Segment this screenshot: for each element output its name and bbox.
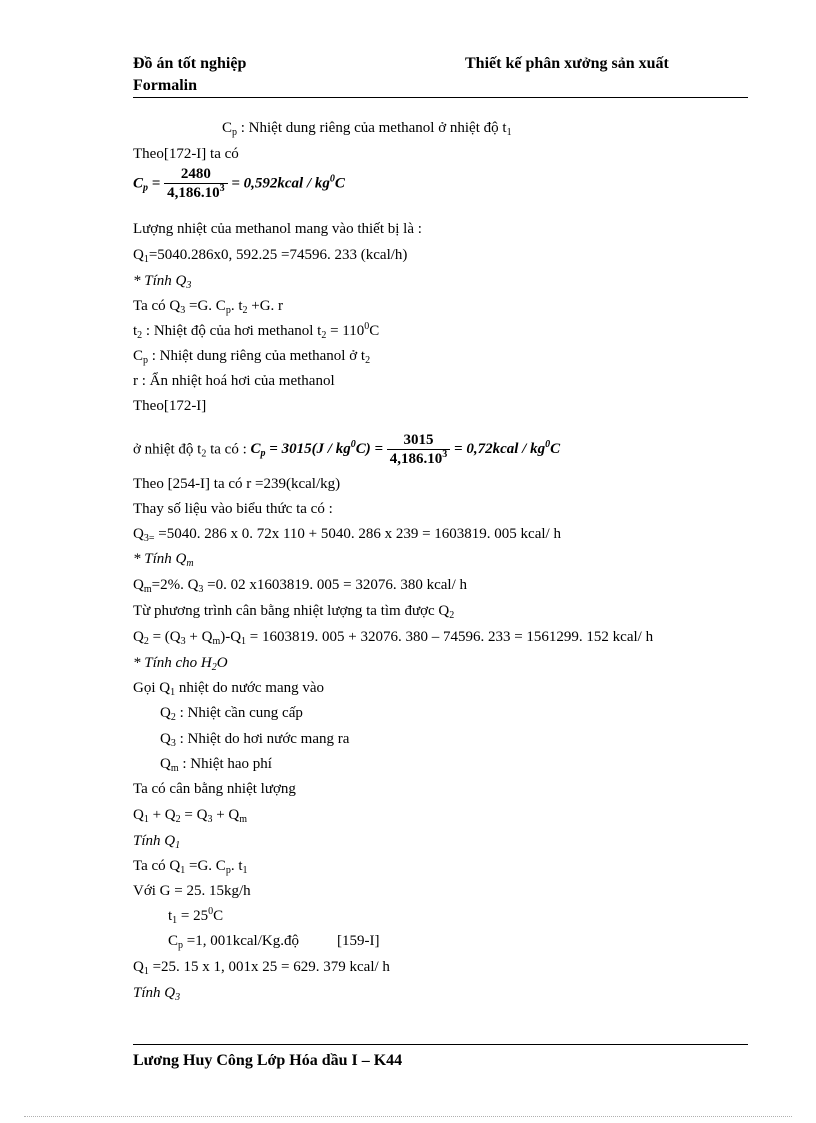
text-line-q3-value: $Q_{3=} =5040$. 286 x 0. 72x 110 + 5040. 286 x 239 = 1603819. 005 kcal/ h [133, 526, 561, 544]
text-line-t1-value: $t_1 = 25^0C$ [168, 906, 224, 926]
section-heading-q1: Tính $Q_1$ [133, 833, 181, 851]
section-heading-q3: * Tính $Q_3$ [133, 273, 192, 291]
text-line-q2-def: $Q_2$ : Nhiệt cần cung cấp [160, 705, 303, 723]
text-line-g-value: Với G = 25. 15kg/h [133, 883, 251, 899]
text-line-balance-equation: $Q_1 + Q_2 = Q_3 + Q_m$ [133, 807, 248, 825]
text-line-heat-in: Lượng nhiệt của methanol mang vào thiết bị là : [133, 221, 422, 237]
header-subtitle: Formalin [133, 77, 197, 94]
text-line-q3-formula: Ta có $Q_3 =G$. $C_p$. $t_2 +G$. r [133, 298, 284, 316]
footer-author: Lương Huy Công Lớp Hóa dầu I – K44 [133, 1052, 403, 1069]
text-line-qm-def: $Q_m$ : Nhiệt hao phí [160, 756, 272, 774]
fraction-cp: $\frac{2480}{4,186.10^3}$ [164, 166, 228, 202]
header-right-title: Thiết kế phân xưởng sản xuất [465, 55, 669, 72]
header-title: Đồ án tốt nghiệp [133, 55, 247, 72]
header-rule [133, 97, 748, 98]
text-line-balance-find-q2: Từ phương trình cân bằng nhiệt lượng ta tìm được $Q_2$ [133, 603, 455, 621]
text-line-cp-t2-def: $C_p$ : Nhiệt dung riêng của methanol ở $t_2$ [133, 348, 371, 366]
section-heading-h2o: * Tính cho $H_2O$ [133, 655, 228, 673]
text-line-r-def: r : Ẩn nhiệt hoá hơi của methanol [133, 373, 335, 389]
fraction-cp-t2: $\frac{3015}{4,186.10^3}$ [387, 432, 451, 468]
text-line-q3-def: $Q_3$ : Nhiệt do hơi nước mang ra [160, 731, 350, 749]
text-line-qm-value: $Q_m=2\%$. $Q_3 =0$. 02 x1603819. 005 = 32076. 380 kcal/ h [133, 577, 467, 595]
page-bottom-border [24, 1116, 792, 1117]
text-line-balance: Ta có cân bằng nhiệt lượng [133, 781, 296, 797]
text-line-cp-water: $C_p =1$, 001kcal/Kg.độ [159-I] [168, 933, 380, 951]
text-line-q1-formula: Ta có $Q_1 =G$. $C_p$. $t_1$ [133, 858, 248, 876]
text-line-q1-water-value: $Q_1 =25$. 15 x 1, 001x 25 = 629. 379 kcal/ h [133, 959, 390, 977]
text-line-cp-def: $C_p$ : Nhiệt dung riêng của methanol ở nhiệt độ $t_1$ [222, 120, 512, 138]
text-line-r-value: Theo [254-I] ta có r =239(kcal/kg) [133, 476, 341, 492]
text-line-q1-value: $Q_1=5040.286x0$, 592.25 =74596. 233 (kcal/h) [133, 247, 408, 265]
section-heading-q3-water: Tính $Q_3$ [133, 985, 181, 1003]
text-line-ref-172-b: Theo[172-I] [133, 398, 207, 414]
text-line-ref-172: Theo[172-I] ta có [133, 146, 239, 162]
formula-cp-methanol: $C_p$ = $\frac{2480}{4,186.10^3}$ = 0,592kcal / $kg^0C$ [133, 166, 345, 201]
text-line-t2-def: $t_2$ : Nhiệt độ của hơi methanol $t_2 = 110^0C$ [133, 321, 380, 341]
text-line-q1-water: Gọi $Q_1$ nhiệt do nước mang vào [133, 680, 325, 698]
text-line-substitute: Thay số liệu vào biểu thức ta có : [133, 501, 333, 517]
formula-cp-t2: ở nhiệt độ $t_2$ ta có : $C_p = 3015(J / kg^0C)$ = $\frac{3015}{4,186.10^3}$ = 0,72kcal / $kg^0C$ [133, 432, 561, 467]
section-heading-qm: * Tính $Q_m$ [133, 551, 194, 569]
text-line-q2-value: $Q_2 = (Q_3 + Q_m)-Q_1 = 1603819$. 005 + 32076. 380 – 74596. 233 = 1561299. 152 kcal/ h [133, 629, 654, 647]
footer-rule [133, 1044, 748, 1045]
